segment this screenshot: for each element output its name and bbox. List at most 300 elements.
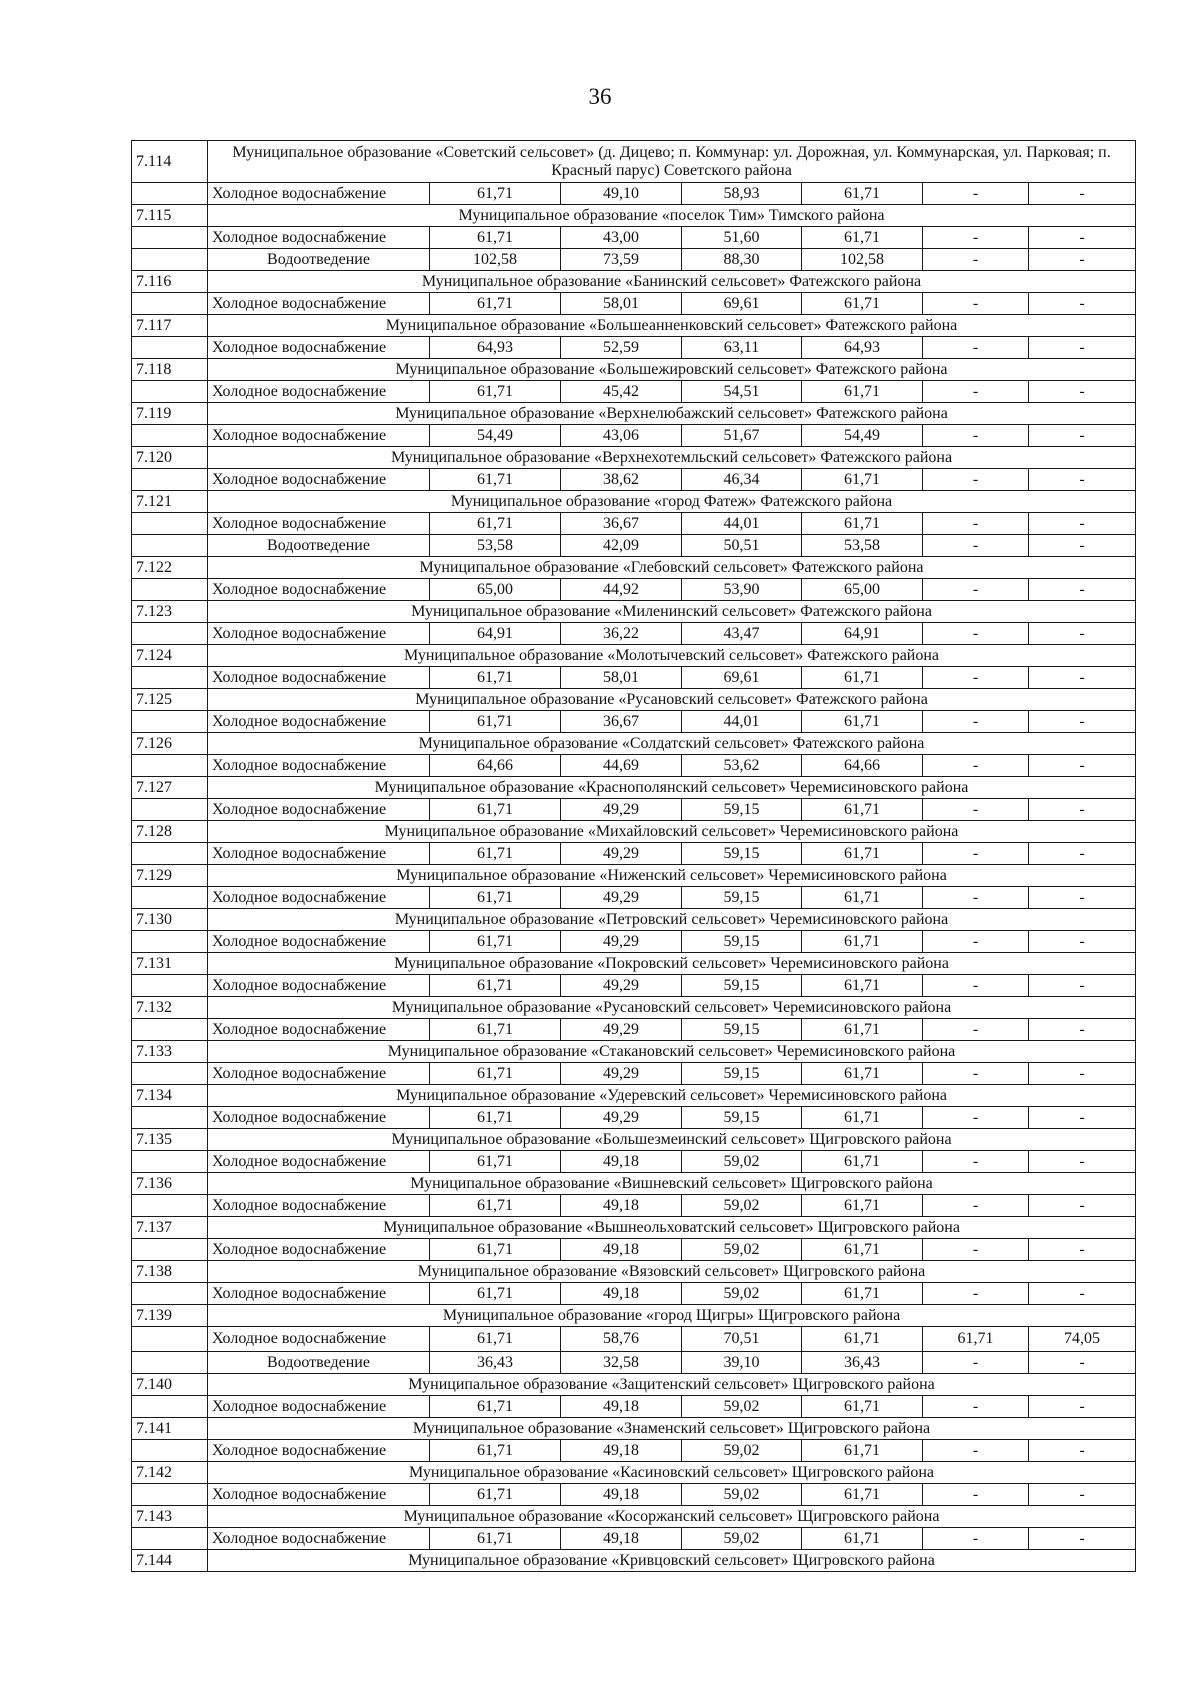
municipality-name: Муниципальное образование «Большезмеинский сельсовет» Щигровского района — [208, 1129, 1136, 1151]
service-name: Холодное водоснабжение — [208, 293, 430, 315]
municipality-name: Муниципальное образование «Солдатский сельсовет» Фатежского района — [208, 733, 1136, 755]
tariff-value-4: 64,91 — [802, 623, 923, 645]
tariff-value-6: - — [1029, 1484, 1136, 1506]
municipality-row — [132, 865, 1136, 887]
tariff-value-6: - — [1029, 183, 1136, 205]
tariff-value-4: 64,66 — [802, 755, 923, 777]
item-number: 7.139 — [132, 1305, 208, 1327]
tariff-value-4: 65,00 — [802, 579, 923, 601]
tariff-value-5: - — [923, 535, 1029, 557]
tariff-value-5: - — [923, 975, 1029, 997]
service-name: Холодное водоснабжение — [208, 755, 430, 777]
tariff-value-1: 61,71 — [430, 1440, 561, 1462]
tariff-value-4: 61,71 — [802, 1327, 923, 1352]
tariff-value-3: 50,51 — [682, 535, 802, 557]
empty-cell — [132, 1283, 208, 1305]
tariff-value-5: - — [923, 227, 1029, 249]
tariff-value-2: 36,67 — [561, 513, 682, 535]
empty-cell — [132, 1107, 208, 1129]
municipality-name: Муниципальное образование «Русановский сельсовет» Черемисиновского района — [208, 997, 1136, 1019]
item-number: 7.128 — [132, 821, 208, 843]
tariff-value-4: 61,71 — [802, 227, 923, 249]
service-row — [132, 535, 1136, 557]
municipality-row — [132, 141, 1136, 183]
tariff-value-2: 49,18 — [561, 1195, 682, 1217]
municipality-name: Муниципальное образование «Ниженский сельсовет» Черемисиновского района — [208, 865, 1136, 887]
tariff-value-2: 49,18 — [561, 1528, 682, 1550]
tariff-value-4: 61,71 — [802, 1484, 923, 1506]
service-name: Холодное водоснабжение — [208, 513, 430, 535]
tariff-value-3: 39,10 — [682, 1352, 802, 1374]
tariff-value-2: 49,18 — [561, 1440, 682, 1462]
tariff-value-3: 53,90 — [682, 579, 802, 601]
tariff-value-2: 42,09 — [561, 535, 682, 557]
tariff-value-5: - — [923, 1396, 1029, 1418]
service-row — [132, 975, 1136, 997]
service-row — [132, 1327, 1136, 1352]
municipality-name: Муниципальное образование «Касиновский сельсовет» Щигровского района — [208, 1462, 1136, 1484]
service-row — [132, 183, 1136, 205]
tariff-value-3: 59,02 — [682, 1195, 802, 1217]
service-row — [132, 381, 1136, 403]
service-row — [132, 711, 1136, 733]
tariff-value-4: 61,71 — [802, 931, 923, 953]
service-name: Холодное водоснабжение — [208, 1396, 430, 1418]
municipality-name: Муниципальное образование «Покровский сельсовет» Черемисиновского района — [208, 953, 1136, 975]
service-name: Холодное водоснабжение — [208, 711, 430, 733]
item-number: 7.121 — [132, 491, 208, 513]
tariff-value-1: 64,93 — [430, 337, 561, 359]
municipality-name: Муниципальное образование «Верхнехотемльский сельсовет» Фатежского района — [208, 447, 1136, 469]
item-number: 7.120 — [132, 447, 208, 469]
tariff-value-4: 61,71 — [802, 469, 923, 491]
tariff-value-1: 61,71 — [430, 1019, 561, 1041]
tariff-value-1: 61,71 — [430, 1327, 561, 1352]
tariff-value-3: 59,15 — [682, 799, 802, 821]
tariff-value-6: - — [1029, 513, 1136, 535]
tariff-value-5: - — [923, 843, 1029, 865]
tariff-value-5: - — [923, 711, 1029, 733]
tariff-value-6: - — [1029, 1283, 1136, 1305]
tariff-value-3: 59,15 — [682, 931, 802, 953]
service-name: Холодное водоснабжение — [208, 799, 430, 821]
tariff-value-4: 61,71 — [802, 1151, 923, 1173]
tariff-value-1: 61,71 — [430, 227, 561, 249]
service-name: Водоотведение — [208, 249, 430, 271]
municipality-row — [132, 1085, 1136, 1107]
tariff-value-6: - — [1029, 1195, 1136, 1217]
municipality-row — [132, 1261, 1136, 1283]
tariff-value-1: 61,71 — [430, 711, 561, 733]
tariff-value-5: - — [923, 1063, 1029, 1085]
empty-cell — [132, 1440, 208, 1462]
tariff-value-5: - — [923, 755, 1029, 777]
tariff-value-2: 36,22 — [561, 623, 682, 645]
empty-cell — [132, 1484, 208, 1506]
service-row — [132, 1195, 1136, 1217]
item-number: 7.127 — [132, 777, 208, 799]
service-name: Водоотведение — [208, 1352, 430, 1374]
municipality-name: Муниципальное образование «город Фатеж» Фатежского района — [208, 491, 1136, 513]
empty-cell — [132, 425, 208, 447]
tariff-value-4: 61,71 — [802, 843, 923, 865]
tariff-value-2: 49,10 — [561, 183, 682, 205]
tariff-value-2: 38,62 — [561, 469, 682, 491]
municipality-name: Муниципальное образование «Стакановский сельсовет» Черемисиновского района — [208, 1041, 1136, 1063]
tariff-value-5: - — [923, 1107, 1029, 1129]
empty-cell — [132, 535, 208, 557]
tariff-value-3: 59,02 — [682, 1440, 802, 1462]
municipality-name: Муниципальное образование «Молотычевский сельсовет» Фатежского района — [208, 645, 1136, 667]
service-row — [132, 623, 1136, 645]
tariff-value-3: 59,02 — [682, 1484, 802, 1506]
empty-cell — [132, 579, 208, 601]
tariff-value-2: 32,58 — [561, 1352, 682, 1374]
item-number: 7.130 — [132, 909, 208, 931]
tariff-value-6: - — [1029, 337, 1136, 359]
municipality-row — [132, 315, 1136, 337]
tariff-value-1: 64,91 — [430, 623, 561, 645]
item-number: 7.129 — [132, 865, 208, 887]
service-row — [132, 799, 1136, 821]
service-name: Холодное водоснабжение — [208, 623, 430, 645]
municipality-row — [132, 557, 1136, 579]
tariff-value-2: 58,01 — [561, 293, 682, 315]
service-name: Холодное водоснабжение — [208, 975, 430, 997]
tariff-value-4: 61,71 — [802, 1440, 923, 1462]
empty-cell — [132, 513, 208, 535]
tariff-value-4: 36,43 — [802, 1352, 923, 1374]
tariff-value-4: 61,71 — [802, 1195, 923, 1217]
municipality-name: Муниципальное образование «Вишневский сельсовет» Щигровского района — [208, 1173, 1136, 1195]
tariff-value-4: 61,71 — [802, 183, 923, 205]
municipality-row — [132, 1506, 1136, 1528]
tariff-value-4: 61,71 — [802, 381, 923, 403]
municipality-name: Муниципальное образование «Защитенский сельсовет» Щигровского района — [208, 1374, 1136, 1396]
tariff-value-3: 59,15 — [682, 887, 802, 909]
municipality-name: Муниципальное образование «Миленинский сельсовет» Фатежского района — [208, 601, 1136, 623]
tariff-value-2: 49,29 — [561, 975, 682, 997]
service-row — [132, 425, 1136, 447]
tariff-value-5: - — [923, 1528, 1029, 1550]
item-number: 7.124 — [132, 645, 208, 667]
tariff-value-1: 102,58 — [430, 249, 561, 271]
tariff-value-5: - — [923, 337, 1029, 359]
service-name: Водоотведение — [208, 535, 430, 557]
tariff-value-6: - — [1029, 381, 1136, 403]
municipality-row — [132, 1129, 1136, 1151]
item-number: 7.116 — [132, 271, 208, 293]
empty-cell — [132, 1019, 208, 1041]
service-name: Холодное водоснабжение — [208, 183, 430, 205]
tariff-value-1: 53,58 — [430, 535, 561, 557]
service-row — [132, 513, 1136, 535]
tariff-value-6: - — [1029, 711, 1136, 733]
municipality-row — [132, 205, 1136, 227]
tariff-value-4: 61,71 — [802, 1396, 923, 1418]
empty-cell — [132, 1352, 208, 1374]
tariff-value-3: 59,02 — [682, 1239, 802, 1261]
tariff-value-1: 61,71 — [430, 1107, 561, 1129]
tariff-value-3: 59,02 — [682, 1528, 802, 1550]
tariff-value-1: 61,71 — [430, 843, 561, 865]
service-name: Холодное водоснабжение — [208, 381, 430, 403]
municipality-name: Муниципальное образование «Большежировский сельсовет» Фатежского района — [208, 359, 1136, 381]
service-row — [132, 227, 1136, 249]
service-row — [132, 249, 1136, 271]
municipality-row — [132, 1173, 1136, 1195]
item-number: 7.114 — [132, 141, 208, 183]
municipality-name: Муниципальное образование «Знаменский сельсовет» Щигровского района — [208, 1418, 1136, 1440]
empty-cell — [132, 183, 208, 205]
tariff-value-2: 49,29 — [561, 1063, 682, 1085]
tariff-value-5: - — [923, 425, 1029, 447]
municipality-name: Муниципальное образование «город Щигры» Щигровского района — [208, 1305, 1136, 1327]
tariff-value-1: 61,71 — [430, 975, 561, 997]
service-row — [132, 1352, 1136, 1374]
empty-cell — [132, 1528, 208, 1550]
item-number: 7.117 — [132, 315, 208, 337]
item-number: 7.133 — [132, 1041, 208, 1063]
item-number: 7.131 — [132, 953, 208, 975]
tariff-value-5: - — [923, 667, 1029, 689]
tariff-value-6: - — [1029, 1239, 1136, 1261]
tariff-value-2: 49,18 — [561, 1283, 682, 1305]
municipality-row — [132, 1217, 1136, 1239]
item-number: 7.118 — [132, 359, 208, 381]
tariff-value-6: - — [1029, 293, 1136, 315]
empty-cell — [132, 1327, 208, 1352]
empty-cell — [132, 755, 208, 777]
tariff-value-5: - — [923, 1019, 1029, 1041]
tariff-value-4: 61,71 — [802, 1019, 923, 1041]
empty-cell — [132, 843, 208, 865]
tariff-value-3: 51,67 — [682, 425, 802, 447]
tariff-value-4: 61,71 — [802, 799, 923, 821]
tariff-value-6: - — [1029, 975, 1136, 997]
municipality-row — [132, 997, 1136, 1019]
item-number: 7.144 — [132, 1550, 208, 1572]
municipality-name: Муниципальное образование «Кривцовский сельсовет» Щигровского района — [208, 1550, 1136, 1572]
service-name: Холодное водоснабжение — [208, 1195, 430, 1217]
service-row — [132, 1063, 1136, 1085]
tariff-value-3: 59,15 — [682, 1019, 802, 1041]
municipality-row — [132, 1374, 1136, 1396]
service-row — [132, 931, 1136, 953]
tariff-value-4: 53,58 — [802, 535, 923, 557]
empty-cell — [132, 469, 208, 491]
tariff-value-5: - — [923, 1151, 1029, 1173]
tariff-value-5: - — [923, 1352, 1029, 1374]
empty-cell — [132, 711, 208, 733]
item-number: 7.123 — [132, 601, 208, 623]
service-row — [132, 1528, 1136, 1550]
tariff-value-6: - — [1029, 755, 1136, 777]
tariff-value-3: 58,93 — [682, 183, 802, 205]
service-name: Холодное водоснабжение — [208, 887, 430, 909]
service-name: Холодное водоснабжение — [208, 931, 430, 953]
municipality-name: Муниципальное образование «Петровский сельсовет» Черемисиновского района — [208, 909, 1136, 931]
tariff-value-3: 88,30 — [682, 249, 802, 271]
municipality-row — [132, 491, 1136, 513]
tariff-value-2: 49,29 — [561, 1019, 682, 1041]
municipality-row — [132, 645, 1136, 667]
service-name: Холодное водоснабжение — [208, 1151, 430, 1173]
tariff-value-1: 61,71 — [430, 381, 561, 403]
service-name: Холодное водоснабжение — [208, 469, 430, 491]
empty-cell — [132, 293, 208, 315]
tariff-value-6: - — [1029, 799, 1136, 821]
tariff-value-1: 54,49 — [430, 425, 561, 447]
item-number: 7.125 — [132, 689, 208, 711]
item-number: 7.136 — [132, 1173, 208, 1195]
service-row — [132, 337, 1136, 359]
tariff-value-4: 61,71 — [802, 975, 923, 997]
service-name: Холодное водоснабжение — [208, 843, 430, 865]
tariff-value-4: 102,58 — [802, 249, 923, 271]
empty-cell — [132, 1195, 208, 1217]
municipality-row — [132, 601, 1136, 623]
service-name: Холодное водоснабжение — [208, 1528, 430, 1550]
service-name: Холодное водоснабжение — [208, 667, 430, 689]
municipality-row — [132, 821, 1136, 843]
service-name: Холодное водоснабжение — [208, 579, 430, 601]
municipality-name: Муниципальное образование «Вышнеольховатский сельсовет» Щигровского района — [208, 1217, 1136, 1239]
tariff-value-6: - — [1029, 1063, 1136, 1085]
tariff-value-6: - — [1029, 469, 1136, 491]
item-number: 7.141 — [132, 1418, 208, 1440]
tariff-value-2: 49,18 — [561, 1151, 682, 1173]
tariff-value-3: 44,01 — [682, 711, 802, 733]
municipality-row — [132, 909, 1136, 931]
item-number: 7.134 — [132, 1085, 208, 1107]
tariff-value-6: - — [1029, 535, 1136, 557]
service-row — [132, 1019, 1136, 1041]
tariff-value-2: 49,29 — [561, 887, 682, 909]
tariff-value-1: 61,71 — [430, 513, 561, 535]
municipality-name: Муниципальное образование «Большеанненковский сельсовет» Фатежского района — [208, 315, 1136, 337]
service-row — [132, 1107, 1136, 1129]
tariff-value-5: - — [923, 513, 1029, 535]
item-number: 7.132 — [132, 997, 208, 1019]
item-number: 7.115 — [132, 205, 208, 227]
item-number: 7.142 — [132, 1462, 208, 1484]
empty-cell — [132, 887, 208, 909]
tariff-value-3: 59,02 — [682, 1283, 802, 1305]
municipality-name: Муниципальное образование «Вязовский сельсовет» Щигровского района — [208, 1261, 1136, 1283]
tariff-value-5: - — [923, 469, 1029, 491]
service-row — [132, 887, 1136, 909]
tariff-value-2: 43,00 — [561, 227, 682, 249]
service-row — [132, 1151, 1136, 1173]
tariff-value-4: 61,71 — [802, 1107, 923, 1129]
tariff-value-1: 61,71 — [430, 1195, 561, 1217]
tariff-value-2: 58,76 — [561, 1327, 682, 1352]
municipality-row — [132, 1550, 1136, 1572]
tariff-value-2: 49,18 — [561, 1484, 682, 1506]
page-number: 36 — [588, 84, 612, 109]
tariff-value-6: 74,05 — [1029, 1327, 1136, 1352]
empty-cell — [132, 1239, 208, 1261]
tariff-value-1: 61,71 — [430, 1283, 561, 1305]
tariff-value-1: 61,71 — [430, 667, 561, 689]
tariff-value-5: - — [923, 1484, 1029, 1506]
tariff-value-4: 61,71 — [802, 711, 923, 733]
service-name: Холодное водоснабжение — [208, 1019, 430, 1041]
service-name: Холодное водоснабжение — [208, 1107, 430, 1129]
tariff-value-2: 44,69 — [561, 755, 682, 777]
tariff-value-1: 61,71 — [430, 887, 561, 909]
tariff-value-5: - — [923, 381, 1029, 403]
tariff-value-6: - — [1029, 579, 1136, 601]
tariff-value-4: 61,71 — [802, 1063, 923, 1085]
service-row — [132, 1396, 1136, 1418]
item-number: 7.135 — [132, 1129, 208, 1151]
service-name: Холодное водоснабжение — [208, 1440, 430, 1462]
tariff-value-5: - — [923, 799, 1029, 821]
service-row — [132, 755, 1136, 777]
tariff-value-5: - — [923, 623, 1029, 645]
tariff-value-6: - — [1029, 623, 1136, 645]
tariff-table — [131, 140, 1136, 1572]
service-name: Холодное водоснабжение — [208, 1484, 430, 1506]
tariff-value-2: 45,42 — [561, 381, 682, 403]
municipality-name: Муниципальное образование «Михайловский сельсовет» Черемисиновского района — [208, 821, 1136, 843]
empty-cell — [132, 1396, 208, 1418]
service-row — [132, 1283, 1136, 1305]
tariff-value-5: - — [923, 1239, 1029, 1261]
tariff-value-5: 61,71 — [923, 1327, 1029, 1352]
tariff-value-6: - — [1029, 1151, 1136, 1173]
tariff-value-6: - — [1029, 843, 1136, 865]
municipality-row — [132, 1418, 1136, 1440]
service-name: Холодное водоснабжение — [208, 425, 430, 447]
tariff-value-4: 61,71 — [802, 1528, 923, 1550]
municipality-row — [132, 1305, 1136, 1327]
tariff-value-1: 61,71 — [430, 1484, 561, 1506]
tariff-table-body — [132, 141, 1136, 1572]
tariff-value-5: - — [923, 293, 1029, 315]
tariff-value-3: 59,15 — [682, 1107, 802, 1129]
municipality-row — [132, 359, 1136, 381]
tariff-value-1: 64,66 — [430, 755, 561, 777]
tariff-value-6: - — [1029, 1352, 1136, 1374]
tariff-value-4: 61,71 — [802, 513, 923, 535]
tariff-value-6: - — [1029, 227, 1136, 249]
tariff-value-1: 61,71 — [430, 1151, 561, 1173]
service-row — [132, 579, 1136, 601]
tariff-value-2: 49,29 — [561, 931, 682, 953]
municipality-name: Муниципальное образование «Русановский сельсовет» Фатежского района — [208, 689, 1136, 711]
municipality-name: Муниципальное образование «Глебовский сельсовет» Фатежского района — [208, 557, 1136, 579]
tariff-value-1: 61,71 — [430, 1063, 561, 1085]
tariff-value-4: 54,49 — [802, 425, 923, 447]
tariff-value-3: 59,15 — [682, 1063, 802, 1085]
tariff-value-3: 44,01 — [682, 513, 802, 535]
empty-cell — [132, 227, 208, 249]
municipality-name: Муниципальное образование «Краснополянский сельсовет» Черемисиновского района — [208, 777, 1136, 799]
empty-cell — [132, 931, 208, 953]
tariff-value-2: 49,29 — [561, 799, 682, 821]
item-number: 7.137 — [132, 1217, 208, 1239]
tariff-value-3: 59,02 — [682, 1396, 802, 1418]
tariff-value-3: 54,51 — [682, 381, 802, 403]
tariff-value-2: 49,18 — [561, 1239, 682, 1261]
empty-cell — [132, 667, 208, 689]
service-name: Холодное водоснабжение — [208, 1063, 430, 1085]
tariff-value-5: - — [923, 249, 1029, 271]
service-name: Холодное водоснабжение — [208, 227, 430, 249]
